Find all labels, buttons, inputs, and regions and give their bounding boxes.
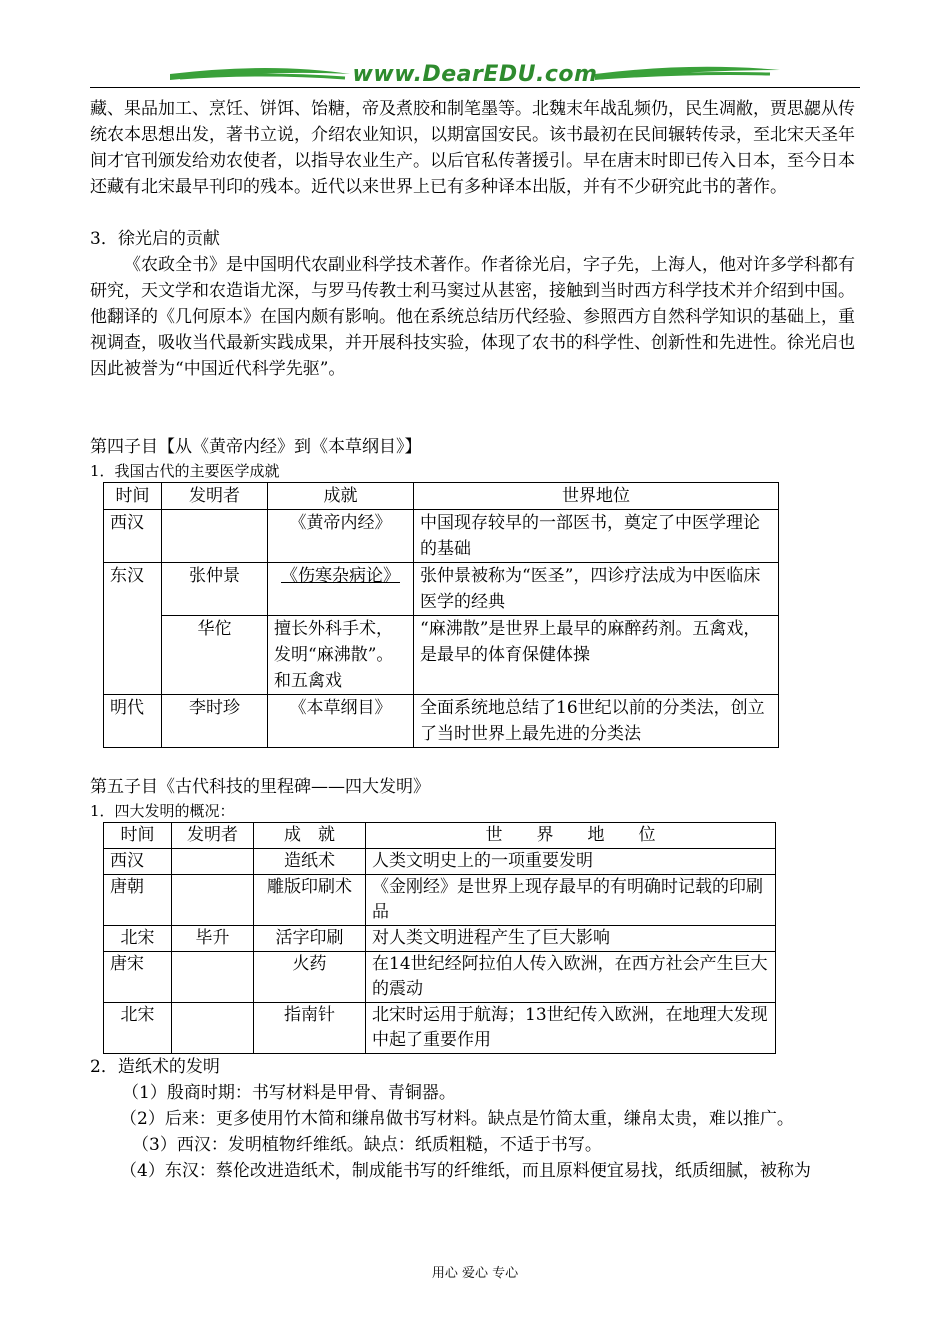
inventor-cell [172,1003,254,1054]
time-cell: 北宋 [104,1003,172,1054]
achievement-cell: 雕版印刷术 [254,875,366,926]
table-row [104,695,779,748]
table-row [104,849,776,875]
page-footer: 用心 爱心 专心 [431,1266,519,1281]
achievement-cell: 火药 [254,952,366,1003]
time-cell: 北宋 [104,926,172,952]
header-cell: 成 就 [254,823,366,849]
header-cell: 成就 [268,483,414,510]
paper-item: （4）东汉：蔡伦改进造纸术，制成能书写的纤维纸，而且原料便宜易找，纸质细腻，被称为 [120,1161,811,1181]
table-row [104,875,776,926]
table-row [104,563,779,616]
header-cell: 发明者 [172,823,254,849]
header-rule [90,87,860,88]
time-cell: 明代 [104,695,162,748]
document-body [90,96,862,1184]
part4-heading: 第四子目【从《黄帝内经》到《本草纲目》】 [90,437,422,457]
time-cell [104,616,162,695]
time-cell: 东汉 [104,563,162,616]
part5-subheading: 1．四大发明的概况： [90,802,235,820]
intro-paragraph: 藏、果品加工、烹饪、饼饵、饴糖，帝及煮胶和制笔墨等。北魏末年战乱频仍，民生凋敝，贾思勰从传统农本思想出发，著书立说，介绍农业知识，以期富国安民。该书最初在民间辗转传录，至北宋天圣年间才官刊颁发给劝农使者，以指导农业生产。以后官私传著援引。早在唐末时即已传入日本，至今日本还藏有北宋最早刊印的残本。近代以来世界上已有多种译本出版，并有不少研究此书的著作。 [90,99,855,197]
inventor-cell: 毕升 [172,926,254,952]
status-cell: 张仲景被称为“医圣”，四诊疗法成为中医临床医学的经典 [414,563,779,616]
paper-item: （2）后来：更多使用竹木简和缣帛做书写材料。缺点是竹简太重，缣帛太贵，难以推广。 [120,1109,794,1129]
achievement-text: 《伤寒杂病论》 [281,566,400,586]
header-cell: 时间 [104,483,162,510]
achievement-cell: 《本草纲目》 [268,695,414,748]
table-row [104,510,779,563]
inventor-cell: 华佗 [162,616,268,695]
inventor-cell: 李时珍 [162,695,268,748]
time-cell: 西汉 [104,510,162,563]
achievement-cell: 《黄帝内经》 [268,510,414,563]
header-logo: www.DearEDU.com [352,62,598,87]
header-cell: 时间 [104,823,172,849]
paper-item: （1）殷商时期：书写材料是甲骨、青铜器。 [122,1083,456,1103]
time-cell: 唐朝 [104,875,172,926]
paper-item: （3）西汉：发明植物纤维纸。缺点：纸质粗糙，不适于书写。 [132,1135,602,1155]
achievement-cell: 指南针 [254,1003,366,1054]
part4-subheading: 1．我国古代的主要医学成就 [90,462,280,480]
table-row [104,1003,776,1054]
table-header-row [104,823,776,849]
table-header-row [104,483,779,510]
header-cell: 世界地位 [414,483,779,510]
status-cell: 对人类文明进程产生了巨大影响 [366,926,776,952]
achievement-cell: 造纸术 [254,849,366,875]
inventor-cell [172,952,254,1003]
inventor-cell: 张仲景 [162,563,268,616]
inventor-cell [172,849,254,875]
medical-achievements-table [103,482,779,748]
inventor-cell [172,875,254,926]
inventor-cell [162,510,268,563]
section3-paragraph: 《农政全书》是中国明代农副业科学技术著作。作者徐光启，字子先，上海人，他对许多学科都有研究，天文学和农造诣尤深，与罗马传教士利马窦过从甚密，接触到当时西方科学技术并介绍到中国。他翻译的《几何原本》在国内颇有影响。他在系统总结历代经验、参照西方自然科学知识的基础上，重视调查，吸收当代最新实践成果，并开展科技实验，体现了农书的科学性、创新性和先进性。徐光启也因此被誉为“中国近代科学先驱”。 [90,255,855,379]
page-header [90,58,860,92]
achievement-cell: 擅长外科手术，发明“麻沸散”。和五禽戏 [268,616,414,695]
status-cell: 人类文明史上的一项重要发明 [366,849,776,875]
status-cell: 全面系统地总结了16世纪以前的分类法，创立了当时世界上最先进的分类法 [414,695,779,748]
section3-heading: 3．徐光启的贡献 [90,229,220,249]
table-row [104,616,779,695]
time-cell: 唐宋 [104,952,172,1003]
table-row [104,952,776,1003]
header-cell: 发明者 [162,483,268,510]
table-row [104,926,776,952]
status-cell: 在14世纪经阿拉伯人传入欧洲，在西方社会产生巨大的震动 [366,952,776,1003]
time-cell: 西汉 [104,849,172,875]
part5-heading: 第五子目《古代科技的里程碑——四大发明》 [90,777,430,797]
status-cell: 北宋时运用于航海；13世纪传入欧洲，在地理大发现中起了重要作用 [366,1003,776,1054]
status-cell: 《金刚经》是世界上现存最早的有明确时记载的印刷品 [366,875,776,926]
four-inventions-table [103,822,776,1054]
achievement-cell [268,563,414,616]
status-cell: “麻沸散”是世界上最早的麻醉药剂。五禽戏，是最早的体育保健体操 [414,616,779,695]
achievement-cell: 活字印刷 [254,926,366,952]
header-cell: 世 界 地 位 [366,823,776,849]
paper-heading: 2．造纸术的发明 [90,1057,220,1077]
status-cell: 中国现存较早的一部医书，奠定了中医学理论的基础 [414,510,779,563]
